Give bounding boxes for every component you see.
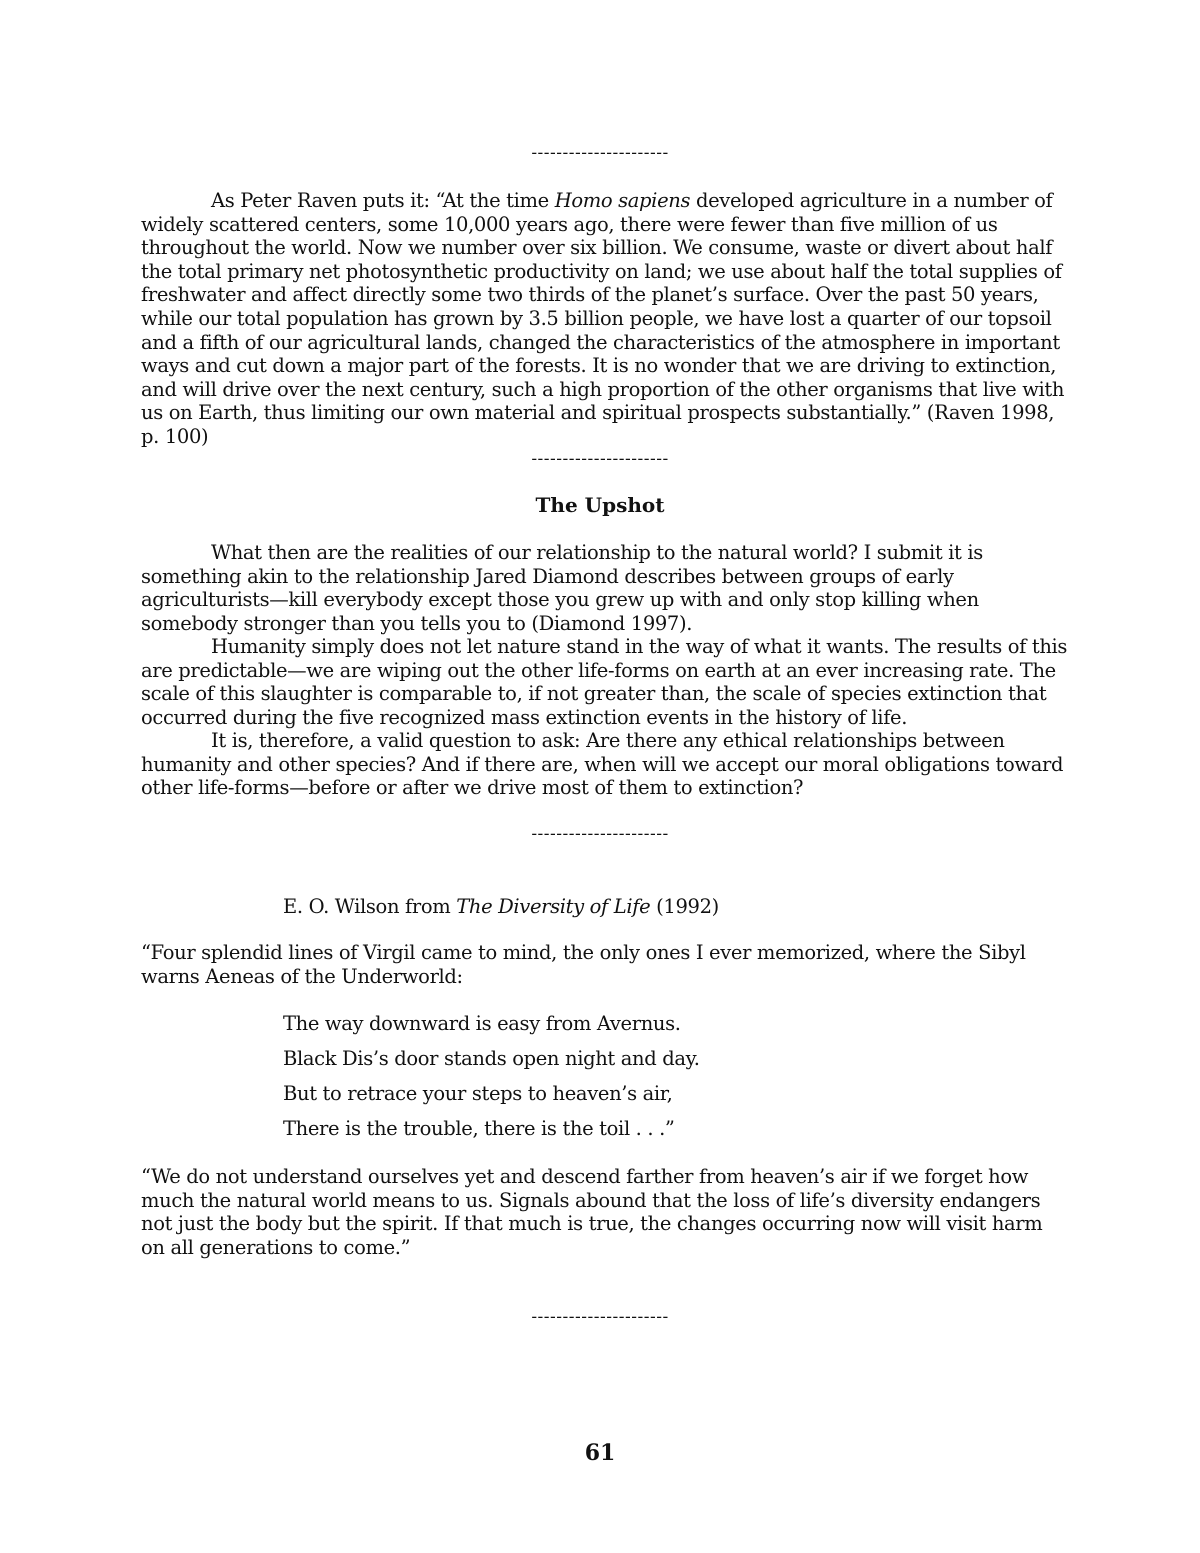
verse-line-2: Black Dis’s door stands open night and day.: [283, 1047, 700, 1070]
book-title: The Diversity of Life: [456, 895, 651, 918]
attribution-lead: E. O. Wilson from: [283, 895, 457, 918]
separator-raven: ----------------------: [531, 449, 669, 469]
section-heading: The Upshot: [535, 493, 665, 517]
upshot-paragraph-3: It is, therefore, a valid question to ask: Are there any ethical relationships between humanity and other species? And if there are, when will we accept our moral obligations toward other life-forms—before or after we drive most of them to extinction?: [141, 729, 1064, 800]
verse-line-4: There is the trouble, there is the toil . . .”: [283, 1117, 675, 1140]
verse-line-3: But to retrace your steps to heaven’s air,: [283, 1082, 673, 1105]
upshot-paragraph-1: What then are the realities of our relationship to the natural world? I submit it is something akin to the relationship Jared Diamond describes between groups of early agriculturists—kill everybody except those you grew up with and only stop killing when somebody stronger than you tells you to (Diamond 1997).: [141, 541, 983, 635]
raven-quote-paragraph: [141, 189, 1071, 449]
separator-top: ----------------------: [531, 143, 669, 163]
page-number: 61: [584, 1440, 616, 1466]
species-name: Homo sapiens: [554, 189, 691, 212]
wilson-attribution: [283, 895, 719, 918]
attribution-year: (1992): [650, 895, 719, 918]
wilson-quote-1: “Four splendid lines of Virgil came to mind, the only ones I ever memorized, where the Sibyl warns Aeneas of the Underworld:: [141, 941, 1026, 988]
upshot-paragraph-2: Humanity simply does not let nature stand in the way of what it wants. The results of this are predictable—we are wiping out the other life-forms on earth at an ever increasing rate. The scale of this slaughter is comparable to, if not greater than, the scale of species extinction that occurred during the five recognized mass extinction events in the history of life.: [141, 635, 1068, 729]
separator-bottom: ----------------------: [531, 1307, 669, 1327]
separator-upshot: ----------------------: [531, 824, 669, 844]
wilson-quote-2: “We do not understand ourselves yet and descend farther from heaven’s air if we forget how much the natural world means to us. Signals abound that the loss of life’s diversity endangers not just the body but the spirit. If that much is true, the changes occurring now will visit harm on all generations to come.”: [141, 1165, 1043, 1259]
raven-quote-body: developed agriculture in a number of widely scattered centers, some 10,000 years ago, there were fewer than five million of us throughout the world. Now we number over six billion. We consume, waste or divert about half the total primary net photosynthetic productivity on land; we use about half the total supplies of freshwater and affect directly some two thirds of the planet’s surface. Over the past 50 years, while our total population has grown by 3.5 billion people, we have lost a quarter of our topsoil and a fifth of our agricultural lands, changed the characteristics of the atmosphere in important ways and cut down a major part of the forests. It is no wonder that we are driving to extinction, and will drive over the next century, such a high proportion of the other organisms that live with us on Earth, thus limiting our own material and spiritual prospects substantially.” (Raven 1998, p. 100): [141, 189, 1065, 448]
verse-line-1: The way downward is easy from Avernus.: [283, 1012, 681, 1035]
raven-quote-lead: As Peter Raven puts it: “At the time: [211, 189, 555, 212]
